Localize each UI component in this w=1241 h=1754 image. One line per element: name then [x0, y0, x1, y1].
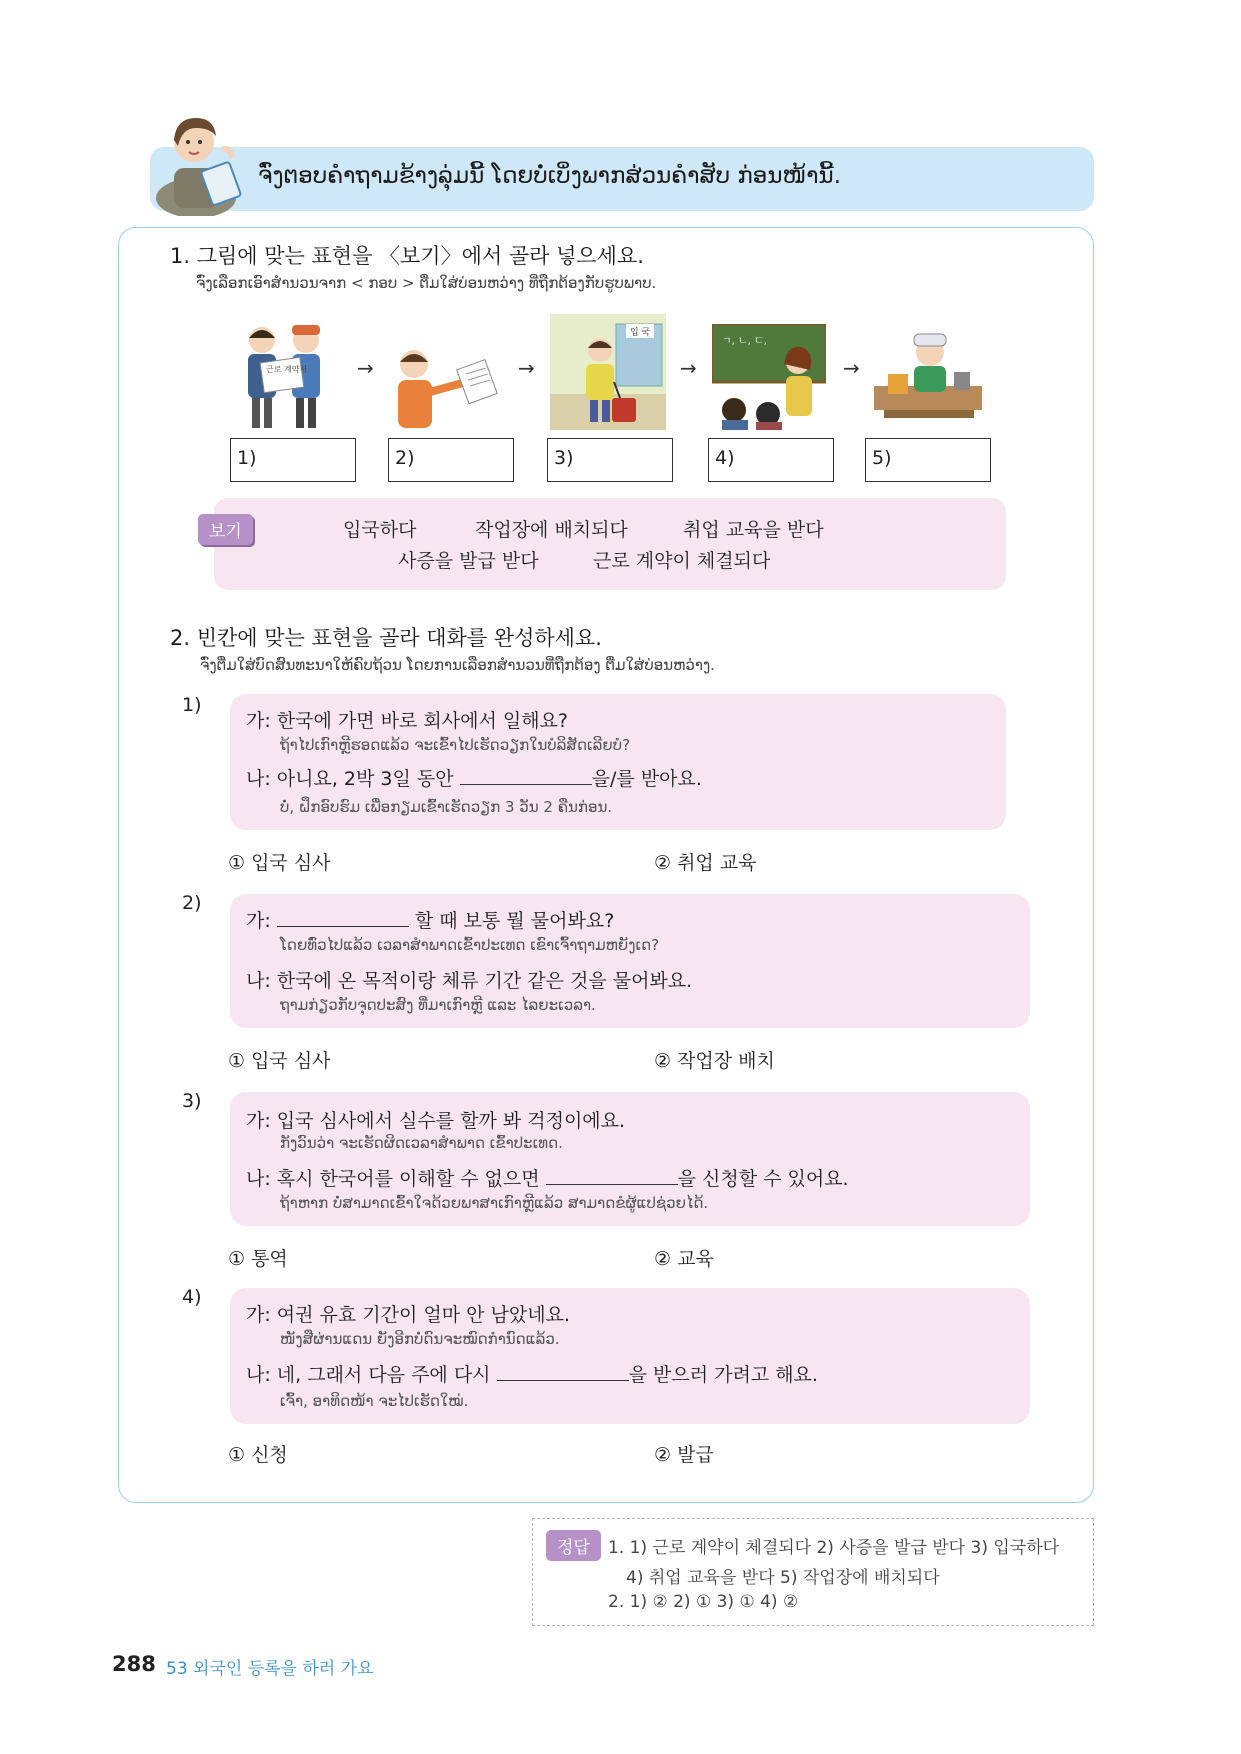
workplace-picture: [874, 326, 982, 430]
speaker-b-line: 나: 네, 그래서 다음 주에 다시 을 받으러 가려고 해요.: [246, 1364, 818, 1386]
blank-line[interactable]: [460, 767, 592, 785]
teacher-illustration: [150, 106, 250, 216]
speaker-a-translation: ໂດຍທົ່ວໄປແລ້ວ ເວລາສຳພາດເຂົ້າປະເທດ ເຂົາເຈົ້າຖາມຫຍັງເດ?: [280, 936, 660, 954]
speaker-a-translation: ກັງວົນວ່າ ຈະເຮັດຜິດເວລາສຳພາດ ເຂົ້າປະເທດ.: [280, 1134, 563, 1152]
page-number: 288: [112, 1652, 156, 1676]
entry-picture: [550, 314, 666, 430]
item-number: 4): [182, 1286, 202, 1308]
speaker-a-translation: ໜັງສືຜ່ານແດນ ຍັງອີກບໍ່ດົນຈະໝົດກຳນົດແລ້ວ.: [280, 1330, 560, 1348]
blackboard-label: ㄱ, ㄴ, ㄷ,: [722, 336, 767, 347]
bogi-item: 취업 교육을 받다: [683, 519, 824, 541]
answer-line-1: 1. 1) 근로 계약이 체결되다 2) 사증을 발급 받다 3) 입국하다: [608, 1538, 1060, 1558]
q1-subtitle: ຈົ່ງເລືອກເອົາສຳນວນຈາກ < ກອບ > ຕື່ມໃສ່ບ່ອນຫວ່າງ ທີ່ຖືກຕ້ອງກັບຮູບພາບ.: [196, 274, 657, 292]
speaker-b-translation: ບໍ່, ຝຶກອົບຮົມ ເພື່ອກຽມເຂົ້າເຮັດວຽກ 3 ວັນ 2 ຄືນກ່ອນ.: [280, 798, 613, 816]
speaker-b-line: 나: 한국에 온 목적이랑 체류 기간 같은 것을 물어봐요.: [246, 970, 693, 992]
bogi-item: 입국하다: [343, 519, 417, 541]
option-2[interactable]: ② 취업 교육: [654, 852, 757, 874]
bogi-item: 작업장에 배치되다: [475, 519, 628, 541]
answer-box-1[interactable]: 1): [230, 438, 356, 482]
answer-box-3[interactable]: 3): [547, 438, 673, 482]
option-1[interactable]: ① 신청: [228, 1444, 288, 1466]
item-number: 2): [182, 892, 202, 914]
answer-box-5[interactable]: 5): [865, 438, 991, 482]
arrow-1: →: [357, 356, 374, 380]
speaker-b-translation: ຖາມກ່ຽວກັບຈຸດປະສົງ ທີ່ມາເກົາຫຼີ ແລະ ໄລຍະເວລາ.: [280, 996, 596, 1014]
bogi-tag: 보기: [198, 514, 253, 545]
q2-title: 2. 빈칸에 맞는 표현을 골라 대화를 완성하세요.: [170, 626, 602, 650]
arrow-3: →: [680, 356, 697, 380]
q1-title: 1. 그림에 맞는 표현을 〈보기〉에서 골라 넣으세요.: [170, 244, 644, 268]
answer-tag: 정답: [546, 1530, 601, 1561]
answer-box-2[interactable]: 2): [388, 438, 514, 482]
blank-line[interactable]: [277, 909, 409, 927]
option-1[interactable]: ① 입국 심사: [228, 852, 331, 874]
option-1[interactable]: ① 입국 심사: [228, 1050, 331, 1072]
instruction-text: ຈົ່ງຕອບຄຳຖາມຂ້າງລຸ່ມນີ້ ໂດຍບໍ່ເບິ່ງພາກສ່ວນຄຳສັບ ກ່ອນໜ້ານີ້.: [258, 163, 842, 189]
answer-box-4[interactable]: 4): [708, 438, 834, 482]
arrow-2: →: [518, 356, 535, 380]
blank-line[interactable]: [546, 1167, 678, 1185]
option-2[interactable]: ② 작업장 배치: [654, 1050, 775, 1072]
speaker-a-line: 가: 여권 유효 기간이 얼마 안 남았네요.: [246, 1304, 570, 1326]
speaker-a-line: 가: 입국 심사에서 실수를 할까 봐 걱정이에요.: [246, 1110, 626, 1132]
bogi-panel: [214, 498, 1006, 590]
speaker-a-translation: ຖ້າໄປເກົາຫຼີຮອດແລ້ວ ຈະເຂົ້າໄປເຮັດວຽກໃນບໍລິສັດເລີຍບໍ?: [280, 736, 631, 754]
entry-sign-label: 입 국: [630, 328, 651, 338]
contract-signing-picture: [232, 320, 338, 430]
item-number: 3): [182, 1090, 202, 1112]
option-1[interactable]: ① 통역: [228, 1248, 288, 1270]
option-2[interactable]: ② 교육: [654, 1248, 714, 1270]
training-picture: [712, 324, 826, 430]
option-2[interactable]: ② 발급: [654, 1444, 714, 1466]
speaker-a-line: 가: 한국에 가면 바로 회사에서 일해요?: [246, 710, 568, 732]
bogi-item: 근로 계약이 체결되다: [593, 550, 771, 572]
arrow-4: →: [843, 356, 860, 380]
answer-line-3: 2. 1) ② 2) ① 3) ① 4) ②: [608, 1592, 799, 1612]
speaker-b-line: 나: 아니요, 2박 3일 동안 을/를 받아요.: [246, 768, 702, 790]
visa-issuing-picture: [386, 342, 502, 430]
chapter-title: 53 외국인 등록을 하러 가요: [166, 1659, 374, 1679]
speaker-b-translation: ເຈົ້າ, ອາທິດໜ້າ ຈະໄປເຮັດໃໝ່.: [280, 1392, 469, 1410]
item-number: 1): [182, 694, 202, 716]
bogi-item: 사증을 발급 받다: [398, 550, 539, 572]
answer-line-2: 4) 취업 교육을 받다 5) 작업장에 배치되다: [626, 1568, 940, 1588]
speaker-a-line: 가: 할 때 보통 뭘 물어봐요?: [246, 910, 615, 932]
q2-subtitle: ຈົ່ງຕື່ມໃສ່ບົດສົນທະນາໃຫ້ຄົບຖ້ວນ ໂດຍການເລືອກສຳນວນທີ່ຖືກຕ້ອງ ຕື່ມໃສ່ບ່ອນຫວ່າງ.: [200, 656, 715, 674]
contract-label: 근로 계약서: [266, 365, 308, 374]
speaker-b-translation: ຖ້າຫາກ ບໍ່ສາມາດເຂົ້າໃຈດ້ວຍພາສາເກົາຫຼີແລ້ວ ສາມາດຂໍຜູ້ແປຊ່ວຍໄດ້.: [280, 1194, 709, 1212]
speaker-b-line: 나: 혹시 한국어를 이해할 수 없으면 을 신청할 수 있어요.: [246, 1168, 849, 1190]
blank-line[interactable]: [497, 1363, 629, 1381]
